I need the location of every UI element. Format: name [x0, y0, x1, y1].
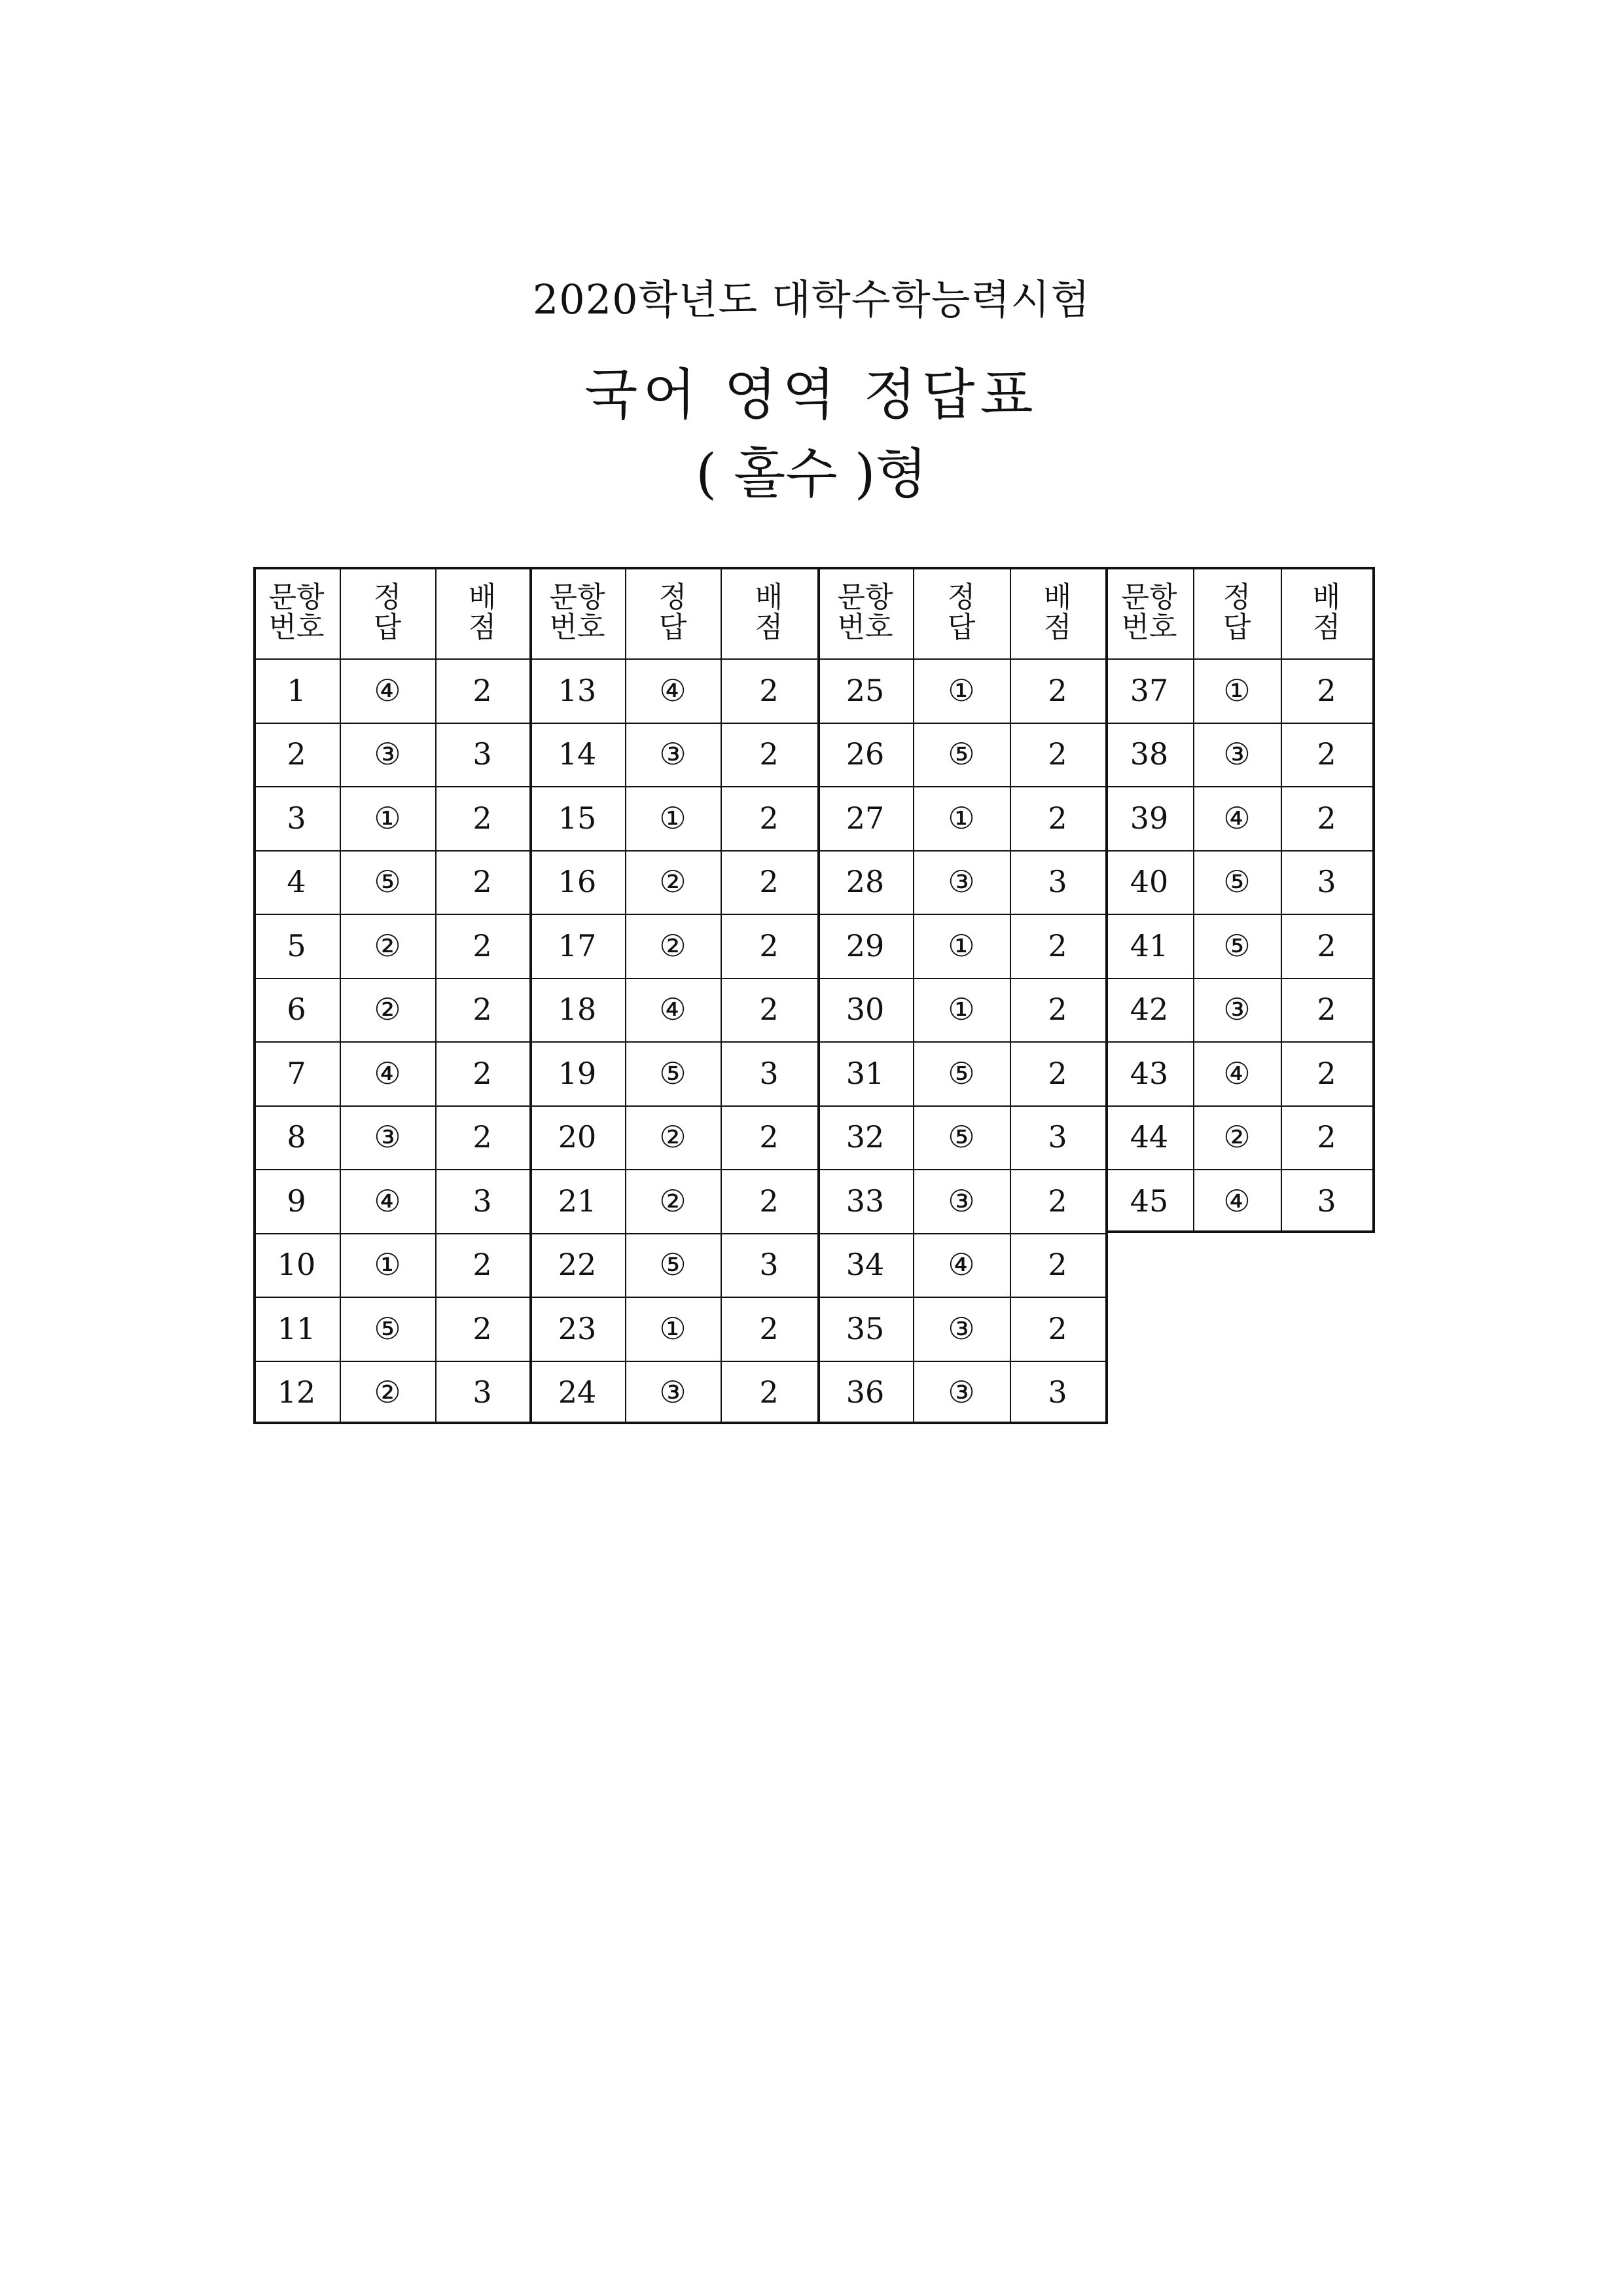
row-divider	[1105, 978, 1372, 979]
row-divider	[529, 978, 817, 979]
points-cell: 2	[759, 992, 779, 1028]
question-number-cell: 40	[1130, 864, 1169, 900]
answer-cell: ②	[659, 927, 687, 963]
points-cell: 3	[1048, 1119, 1067, 1155]
table-border-top	[817, 567, 1107, 569]
answer-cell: ④	[374, 1055, 401, 1091]
question-number-cell: 16	[558, 864, 597, 900]
points-cell: 2	[759, 927, 779, 963]
row-divider	[1105, 1105, 1372, 1107]
row-divider	[253, 1041, 529, 1043]
answer-cell: ③	[948, 1374, 975, 1410]
row-divider	[529, 1169, 817, 1170]
answer-cell: ⑤	[659, 1055, 687, 1091]
points-cell: 2	[1317, 672, 1336, 708]
header-answer: 정 답	[658, 581, 696, 644]
points-cell: 3	[473, 1183, 492, 1219]
table-border-top	[529, 567, 819, 569]
points-cell: 2	[473, 1247, 492, 1283]
points-cell: 2	[473, 800, 492, 836]
question-number-cell: 19	[558, 1055, 597, 1091]
points-cell: 2	[759, 800, 779, 836]
answer-cell: ③	[948, 864, 975, 900]
answer-cell: ⑤	[948, 1119, 975, 1155]
answer-cell: ②	[659, 1119, 687, 1155]
exam-year-title: 2020학년도 대학수학능력시험	[532, 276, 1091, 323]
question-number-cell: 23	[558, 1310, 597, 1346]
row-divider	[253, 850, 529, 852]
question-number-cell: 6	[287, 992, 306, 1028]
answer-cell: ④	[659, 672, 687, 708]
row-divider	[529, 786, 817, 787]
row-divider	[817, 786, 1105, 787]
row-divider	[529, 1361, 817, 1362]
points-cell: 2	[1048, 736, 1067, 772]
question-number-cell: 21	[558, 1183, 597, 1219]
answer-cell: ①	[948, 672, 975, 708]
header-divider	[1105, 658, 1372, 660]
row-divider	[253, 914, 529, 915]
column-divider	[625, 567, 626, 1424]
row-divider	[253, 723, 529, 724]
points-cell: 2	[473, 864, 492, 900]
answer-cell: ①	[374, 1247, 401, 1283]
header-question-number: 문항 번호	[1121, 581, 1177, 644]
question-number-cell: 43	[1130, 1055, 1169, 1091]
answer-cell: ①	[948, 927, 975, 963]
answer-cell: ⑤	[659, 1247, 687, 1283]
points-cell: 2	[759, 1310, 779, 1346]
answer-cell: ①	[659, 1310, 687, 1346]
table-border-top	[253, 567, 531, 569]
question-number-cell: 38	[1130, 736, 1169, 772]
question-number-cell: 24	[558, 1374, 597, 1410]
header-divider	[253, 658, 529, 660]
exam-type-title: ( 홀수 )형	[696, 443, 927, 505]
question-number-cell: 5	[287, 927, 306, 963]
points-cell: 2	[759, 1183, 779, 1219]
question-number-cell: 34	[846, 1247, 885, 1283]
answer-cell: ①	[948, 800, 975, 836]
answer-cell: ③	[948, 1183, 975, 1219]
row-divider	[529, 1105, 817, 1107]
row-divider	[817, 914, 1105, 915]
answer-cell: ②	[374, 1374, 401, 1410]
answer-cell: ②	[374, 992, 401, 1028]
block-border-left	[817, 567, 820, 1424]
column-divider	[1281, 567, 1282, 1233]
question-number-cell: 4	[287, 864, 306, 900]
row-divider	[253, 1233, 529, 1234]
points-cell: 2	[759, 864, 779, 900]
answer-cell: ⑤	[374, 1310, 401, 1346]
points-cell: 2	[1317, 1119, 1336, 1155]
answer-cell: ④	[374, 1183, 401, 1219]
row-divider	[1105, 850, 1372, 852]
question-number-cell: 11	[277, 1310, 316, 1346]
points-cell: 3	[759, 1247, 779, 1283]
question-number-cell: 1	[287, 672, 306, 708]
question-number-cell: 29	[846, 927, 885, 963]
points-cell: 2	[759, 1374, 779, 1410]
row-divider	[1105, 1169, 1372, 1170]
answer-cell: ②	[374, 927, 401, 963]
question-number-cell: 26	[846, 736, 885, 772]
header-answer: 정 답	[1222, 581, 1260, 644]
row-divider	[253, 1361, 529, 1362]
question-number-cell: 18	[558, 992, 597, 1028]
question-number-cell: 33	[846, 1183, 885, 1219]
answer-cell: ⑤	[1223, 927, 1251, 963]
answer-cell: ③	[1223, 992, 1251, 1028]
question-number-cell: 20	[558, 1119, 597, 1155]
block-border-right	[1372, 567, 1375, 1233]
answer-cell: ①	[1223, 672, 1251, 708]
question-number-cell: 25	[846, 672, 885, 708]
header-points: 배 점	[755, 581, 793, 644]
table-border-top	[1105, 567, 1374, 569]
points-cell: 2	[1317, 927, 1336, 963]
row-divider	[253, 1169, 529, 1170]
points-cell: 2	[759, 736, 779, 772]
column-divider	[721, 567, 722, 1424]
block-border-left	[253, 567, 256, 1424]
question-number-cell: 39	[1130, 800, 1169, 836]
block-border-left	[529, 567, 532, 1424]
points-cell: 2	[1048, 1183, 1067, 1219]
points-cell: 3	[1048, 864, 1067, 900]
points-cell: 2	[1317, 736, 1336, 772]
answer-cell: ②	[659, 1183, 687, 1219]
answer-key-title: 국어 영역 정답표	[584, 363, 1039, 427]
question-number-cell: 7	[287, 1055, 306, 1091]
row-divider	[253, 786, 529, 787]
points-cell: 3	[759, 1055, 779, 1091]
row-divider	[817, 1041, 1105, 1043]
row-divider	[253, 978, 529, 979]
question-number-cell: 44	[1130, 1119, 1169, 1155]
answer-cell: ①	[948, 992, 975, 1028]
points-cell: 3	[1048, 1374, 1067, 1410]
header-question-number: 문항 번호	[549, 581, 605, 644]
table-border-bottom	[1105, 1230, 1374, 1233]
points-cell: 3	[1317, 1183, 1336, 1219]
question-number-cell: 8	[287, 1119, 306, 1155]
question-number-cell: 17	[558, 927, 597, 963]
answer-cell: ③	[659, 1374, 687, 1410]
question-number-cell: 37	[1130, 672, 1169, 708]
row-divider	[529, 914, 817, 915]
points-cell: 2	[1317, 800, 1336, 836]
column-divider	[340, 567, 341, 1424]
question-number-cell: 13	[558, 672, 597, 708]
question-number-cell: 32	[846, 1119, 885, 1155]
row-divider	[529, 723, 817, 724]
points-cell: 2	[473, 992, 492, 1028]
answer-cell: ③	[659, 736, 687, 772]
row-divider	[817, 850, 1105, 852]
row-divider	[529, 1041, 817, 1043]
answer-cell: ⑤	[1223, 864, 1251, 900]
column-divider	[913, 567, 914, 1424]
row-divider	[529, 1233, 817, 1234]
question-number-cell: 10	[277, 1247, 316, 1283]
row-divider	[1105, 723, 1372, 724]
header-points: 배 점	[1043, 581, 1081, 644]
header-points: 배 점	[1312, 581, 1350, 644]
answer-cell: ③	[374, 1119, 401, 1155]
points-cell: 3	[1317, 864, 1336, 900]
points-cell: 2	[473, 1310, 492, 1346]
question-number-cell: 36	[846, 1374, 885, 1410]
points-cell: 2	[473, 927, 492, 963]
points-cell: 2	[1048, 992, 1067, 1028]
answer-key-table	[253, 567, 1385, 1419]
row-divider	[817, 978, 1105, 979]
row-divider	[817, 723, 1105, 724]
row-divider	[1105, 1041, 1372, 1043]
block-border-left	[1105, 567, 1108, 1233]
points-cell: 2	[473, 1055, 492, 1091]
points-cell: 2	[1048, 672, 1067, 708]
header-divider	[817, 658, 1105, 660]
answer-cell: ④	[374, 672, 401, 708]
points-cell: 3	[473, 1374, 492, 1410]
row-divider	[529, 1297, 817, 1298]
points-cell: 2	[473, 672, 492, 708]
answer-cell: ⑤	[948, 1055, 975, 1091]
points-cell: 2	[759, 1119, 779, 1155]
row-divider	[817, 1169, 1105, 1170]
row-divider	[817, 1105, 1105, 1107]
question-number-cell: 22	[558, 1247, 597, 1283]
answer-cell: ①	[374, 800, 401, 836]
header-answer: 정 답	[373, 581, 411, 644]
answer-cell: ③	[1223, 736, 1251, 772]
answer-cell: ④	[948, 1247, 975, 1283]
points-cell: 2	[1048, 1247, 1067, 1283]
question-number-cell: 12	[277, 1374, 316, 1410]
answer-cell: ④	[1223, 1055, 1251, 1091]
question-number-cell: 14	[558, 736, 597, 772]
points-cell: 2	[1317, 1055, 1336, 1091]
answer-cell: ①	[659, 800, 687, 836]
answer-cell: ④	[659, 992, 687, 1028]
question-number-cell: 27	[846, 800, 885, 836]
row-divider	[817, 1361, 1105, 1362]
answer-cell: ④	[1223, 1183, 1251, 1219]
question-number-cell: 3	[287, 800, 306, 836]
answer-cell: ③	[374, 736, 401, 772]
answer-cell: ④	[1223, 800, 1251, 836]
points-cell: 2	[1048, 1310, 1067, 1346]
points-cell: 2	[1317, 992, 1336, 1028]
question-number-cell: 30	[846, 992, 885, 1028]
points-cell: 3	[473, 736, 492, 772]
header-question-number: 문항 번호	[268, 581, 325, 644]
table-border-bottom	[817, 1422, 1107, 1424]
header-answer: 정 답	[947, 581, 985, 644]
answer-cell: ②	[659, 864, 687, 900]
points-cell: 2	[473, 1119, 492, 1155]
question-number-cell: 2	[287, 736, 306, 772]
question-number-cell: 15	[558, 800, 597, 836]
points-cell: 2	[759, 672, 779, 708]
question-number-cell: 28	[846, 864, 885, 900]
table-border-bottom	[253, 1422, 531, 1424]
column-divider	[1010, 567, 1011, 1424]
question-number-cell: 42	[1130, 992, 1169, 1028]
column-divider	[1193, 567, 1194, 1233]
row-divider	[529, 850, 817, 852]
answer-cell: ②	[1223, 1119, 1251, 1155]
row-divider	[253, 1105, 529, 1107]
points-cell: 2	[1048, 1055, 1067, 1091]
points-cell: 2	[1048, 927, 1067, 963]
question-number-cell: 31	[846, 1055, 885, 1091]
question-number-cell: 35	[846, 1310, 885, 1346]
question-number-cell: 45	[1130, 1183, 1169, 1219]
answer-cell: ⑤	[374, 864, 401, 900]
column-divider	[435, 567, 437, 1424]
row-divider	[1105, 786, 1372, 787]
table-border-bottom	[529, 1422, 819, 1424]
header-divider	[529, 658, 817, 660]
answer-cell: ⑤	[948, 736, 975, 772]
question-number-cell: 9	[287, 1183, 306, 1219]
row-divider	[1105, 914, 1372, 915]
row-divider	[253, 1297, 529, 1298]
header-question-number: 문항 번호	[837, 581, 893, 644]
question-number-cell: 41	[1130, 927, 1169, 963]
points-cell: 2	[1048, 800, 1067, 836]
answer-cell: ③	[948, 1310, 975, 1346]
header-points: 배 점	[468, 581, 506, 644]
row-divider	[817, 1233, 1105, 1234]
row-divider	[817, 1297, 1105, 1298]
